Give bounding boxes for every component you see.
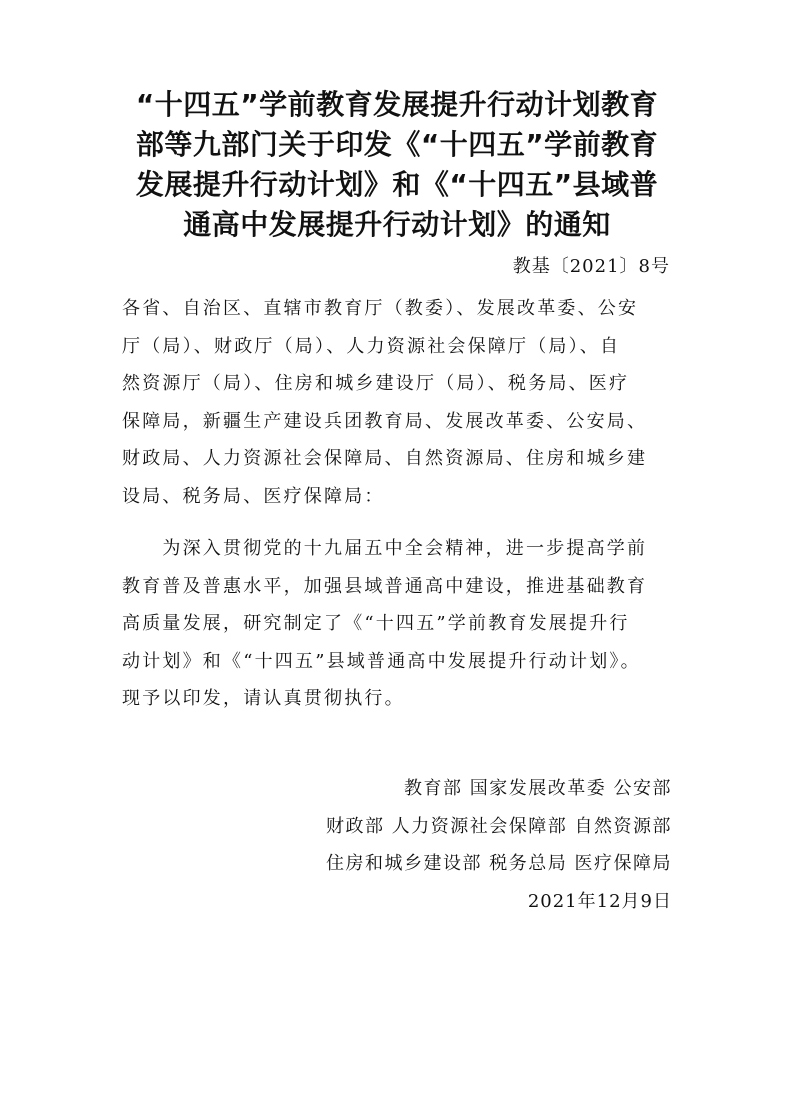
body-line: 高质量发展，研究制定了《“十四五”学前教育发展提升行 bbox=[122, 613, 630, 634]
addressee-block bbox=[122, 290, 682, 515]
document-number: 教基〔2021〕8号 bbox=[512, 256, 670, 277]
issuer-line: 教育部 国家发展改革委 公安部 bbox=[404, 778, 672, 799]
title-line: 通高中发展提升行动计划》的通知 bbox=[183, 208, 611, 241]
title-line: 部等九部门关于印发《“十四五”学前教育 bbox=[135, 128, 659, 161]
addressee-line: 财政局、人力资源社会保障局、自然资源局、住房和城乡建 bbox=[122, 448, 648, 469]
addressee-line: 厅（局）、财政厅（局）、人力资源社会保障厅（局）、自 bbox=[122, 335, 621, 357]
document-title bbox=[110, 85, 684, 245]
addressee-line: 然资源厅（局）、住房和城乡建设厅（局）、税务局、医疗 bbox=[122, 373, 630, 394]
title-line: 发展提升行动计划》和《“十四五”县域普 bbox=[135, 168, 659, 201]
body-line: 现予以印发，请认真贯彻执行。 bbox=[122, 688, 405, 709]
issue-date: 2021年12月9日 bbox=[527, 890, 672, 912]
addressee-line: 保障局，新疆生产建设兵团教育局、发展改革委、公安局、 bbox=[122, 410, 648, 432]
body-line: 教育普及普惠水平，加强县域普通高中建设，推进基础教育 bbox=[122, 575, 648, 597]
addressee-line: 设局、税务局、医疗保障局： bbox=[122, 485, 385, 507]
addressee-line: 各省、自治区、直辖市教育厅（教委）、发展改革委、公安 bbox=[122, 298, 639, 319]
body-line: 为深入贯彻党的十九届五中全会精神，进一步提高学前 bbox=[122, 538, 648, 559]
issuer-line: 住房和城乡建设部 税务总局 医疗保障局 bbox=[326, 853, 672, 874]
issuer-block bbox=[326, 770, 672, 920]
issuer-line: 财政部 人力资源社会保障部 自然资源部 bbox=[326, 815, 672, 837]
body-paragraph bbox=[122, 530, 682, 718]
body-line: 动计划》和《“十四五”县域普通高中发展提升行动计划》。 bbox=[122, 650, 641, 672]
title-line: “十四五”学前教育发展提升行动计划教育 bbox=[135, 88, 659, 121]
